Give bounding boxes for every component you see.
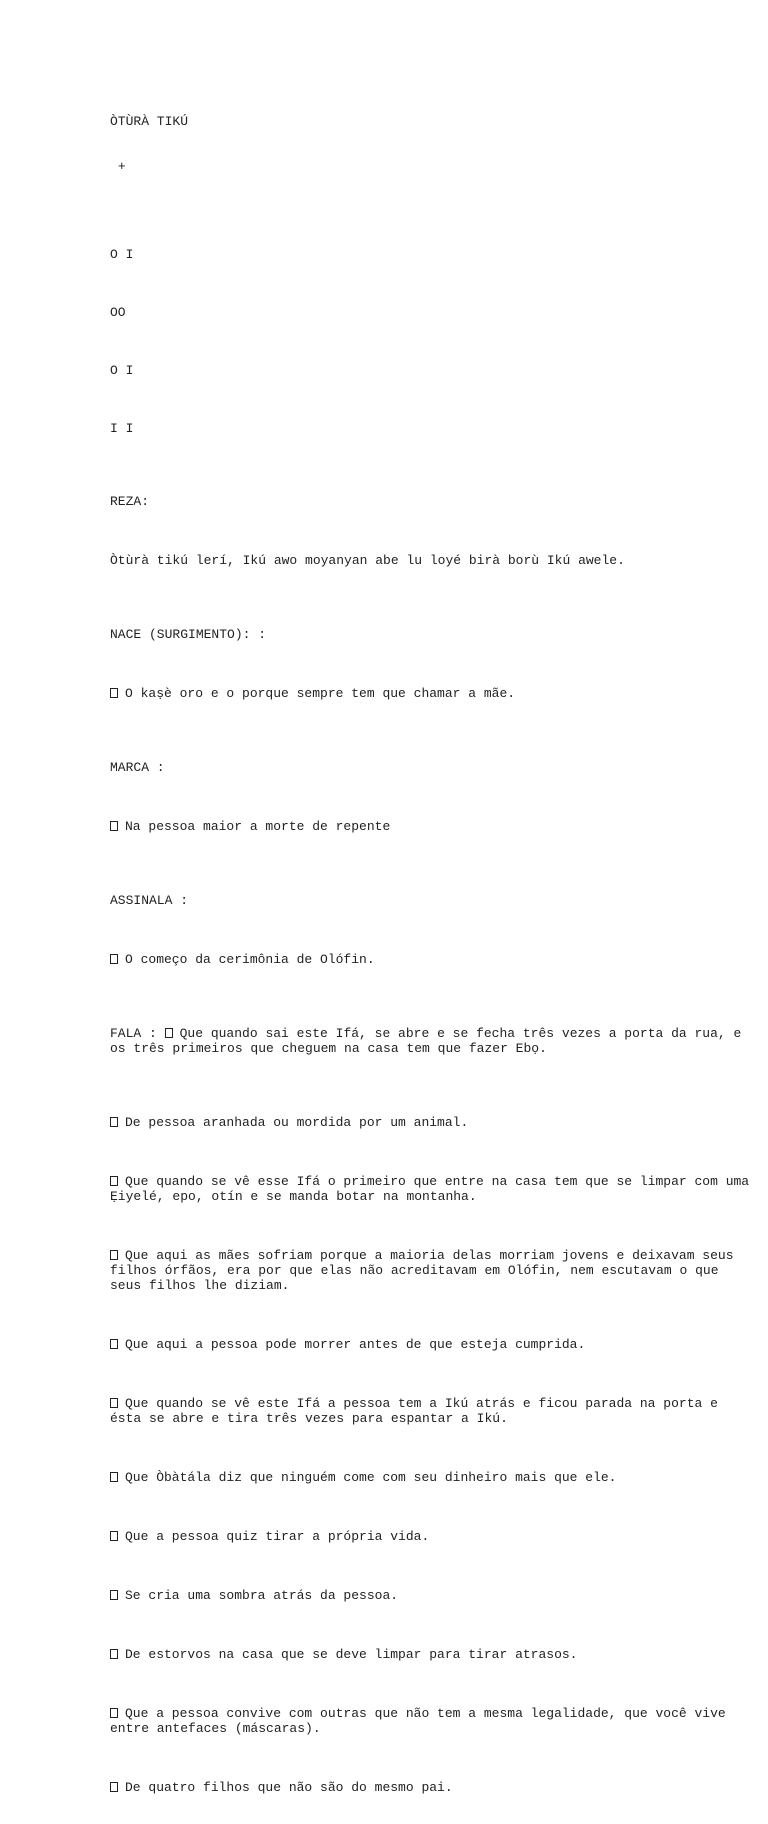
list-item-text: Que Òbàtála diz que ninguém come com seu dinheiro mais que ele. <box>125 1470 617 1485</box>
bullet-box-icon <box>110 1250 118 1260</box>
fala-heading: FALA : <box>110 1026 157 1041</box>
bullet-box-icon <box>110 1398 118 1408</box>
assinala-heading: ASSINALA : <box>110 893 189 908</box>
list-item-text: Que quando se vê este Ifá a pessoa tem a Ikú atrás e ficou parada na porta e ésta se abre e tira três vezes para espantar a Ikú. <box>110 1396 726 1426</box>
marca-text: Na pessoa maior a morte de repente <box>125 819 391 834</box>
list-item <box>110 1780 750 1795</box>
list-item-text: Se cria uma sombra atrás da pessoa. <box>125 1588 399 1603</box>
bullet-box-icon <box>110 1782 118 1792</box>
list-item-text: Que a pessoa quiz tirar a própria vida. <box>125 1529 430 1544</box>
list-item-text: Que a pessoa convive com outras que não tem a mesma legalidade, que você vive entre antefaces (máscaras). <box>110 1706 734 1736</box>
list-item <box>110 1337 750 1352</box>
reza-heading: REZA: <box>110 494 150 509</box>
odu-figure-line-4: I I <box>110 421 134 436</box>
list-item-text: De pessoa aranhada ou mordida por um animal. <box>125 1115 469 1130</box>
list-item <box>110 1174 757 1204</box>
list-item-text: De estorvos na casa que se deve limpar para tirar atrasos. <box>125 1647 578 1662</box>
plus-mark: + <box>110 159 126 174</box>
bullet-box-icon <box>110 821 118 831</box>
assinala-text: O começo da cerimônia de Olófin. <box>125 952 375 967</box>
marca-heading: MARCA : <box>110 760 165 775</box>
odu-figure-line-2: OO <box>110 305 126 320</box>
bullet-box-icon <box>110 1339 118 1349</box>
fala-text: Que quando sai este Ifá, se abre e se fecha três vezes a porta da rua, e os três primeiros que cheguem na casa tem que fazer Ebọ. <box>110 1026 750 1056</box>
assinala-paragraph <box>110 952 750 967</box>
list-item <box>110 1588 750 1603</box>
bullet-box-icon <box>110 1590 118 1600</box>
bullet-box-icon <box>110 1117 118 1127</box>
bullet-box-icon <box>110 1531 118 1541</box>
list-item-text: Que quando se vê esse Ifá o primeiro que entre na casa tem que se limpar com uma Ẹiyelé, epo, otín e se manda botar na montanha. <box>110 1174 757 1204</box>
marca-paragraph <box>110 819 750 834</box>
list-item <box>110 1529 750 1544</box>
reza-text: Òtùrà tikú lerí, Ikú awo moyanyan abe lu loyé birà borù Ikú awele. <box>110 553 625 568</box>
bullet-box-icon <box>110 688 118 698</box>
document-page <box>110 84 757 1824</box>
list-item <box>110 1115 750 1130</box>
bullet-box-icon <box>110 954 118 964</box>
nace-heading: NACE (SURGIMENTO): : <box>110 627 267 642</box>
nace-text: O kaṣè oro e o porque sempre tem que chamar a mãe. <box>125 686 516 701</box>
odu-figure-line-3: O I <box>110 363 134 378</box>
list-item-text: Que aqui a pessoa pode morrer antes de que esteja cumprida. <box>125 1337 586 1352</box>
list-item-text: De quatro filhos que não são do mesmo pai. <box>125 1780 453 1795</box>
nace-paragraph <box>110 686 750 701</box>
bullet-box-icon <box>110 1472 118 1482</box>
list-item <box>110 1706 750 1736</box>
list-item <box>110 1470 750 1485</box>
fala-paragraph <box>110 1026 750 1056</box>
bullet-box-icon <box>165 1028 173 1038</box>
odu-title: ÒTÙRÀ TIKÚ <box>110 114 189 129</box>
bullet-box-icon <box>110 1708 118 1718</box>
list-item <box>110 1248 750 1293</box>
bullet-box-icon <box>110 1176 118 1186</box>
bullet-box-icon <box>110 1649 118 1659</box>
odu-figure-line-1: O I <box>110 247 134 262</box>
list-item-text: Que aqui as mães sofriam porque a maioria delas morriam jovens e deixavam seus filhos órfãos, era por que elas não acreditavam em Olófin, nem escutavam o que seus filhos lhe diziam. <box>110 1248 742 1293</box>
list-item <box>110 1396 750 1426</box>
list-item <box>110 1647 750 1662</box>
